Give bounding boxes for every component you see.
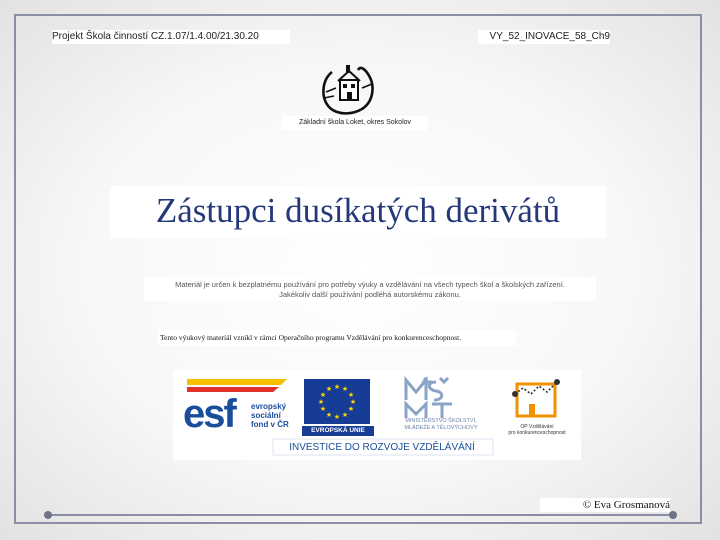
svg-text:★: ★ [347, 391, 355, 399]
svg-text:★: ★ [319, 391, 327, 399]
footer-dot-left [44, 511, 52, 519]
eu-label: EVROPSKÁ UNIE [302, 426, 374, 436]
svg-text:★: ★ [333, 413, 341, 421]
svg-text:★: ★ [325, 385, 333, 393]
copyright: © Eva Grosmanová [540, 498, 670, 512]
usage-info-line-2: Jakékoliv další používání podléhá autorskému zákonu. [279, 290, 461, 299]
opvk-text [500, 424, 574, 436]
opvk-text-line-1: OP Vzdělávání [520, 424, 554, 430]
svg-text:★: ★ [347, 405, 355, 413]
svg-text:★: ★ [349, 398, 357, 406]
opvk-note: Tento výukový materiál vznikl v rámci Operačního programu Vzdělávání pro konkurenceschopnost. [160, 333, 462, 342]
project-code-header: Projekt Škola činností CZ.1.07/1.4.00/21.30.20 [52, 30, 290, 44]
footer-line [52, 514, 669, 516]
opvk-text-line-2: pro konkurenceschopnost [508, 430, 566, 436]
msmt-text-line-1: MINISTERSTVO ŠKOLSTVÍ, [405, 418, 477, 424]
usage-info [144, 280, 596, 300]
material-code-header: VY_52_INOVACE_58_Ch9 [478, 30, 610, 44]
school-name: Základní škola Loket, okres Sokolov [282, 116, 428, 130]
svg-text:★: ★ [333, 383, 341, 391]
esf-tagline-line-3: fond v ČR [251, 420, 289, 429]
esf-tagline [251, 402, 303, 429]
esf-tagline-line-2: sociální [251, 411, 281, 420]
svg-text:★: ★ [341, 411, 349, 419]
esf-wordmark: esf [183, 392, 235, 436]
svg-text:★: ★ [341, 385, 349, 393]
msmt-text [392, 418, 490, 432]
school-building-logo [318, 62, 378, 116]
eu-flag-icon [304, 379, 370, 424]
esf-tagline-line-1: evropský [251, 402, 287, 411]
slide-title: Zástupci dusíkatých derivátů [155, 191, 561, 230]
svg-text:★: ★ [319, 405, 327, 413]
svg-text:★: ★ [325, 411, 333, 419]
investice-banner-text: INVESTICE DO ROZVOJE VZDĚLÁVÁNÍ [289, 442, 475, 453]
usage-info-line-1: Materiál je určen k bezplatnému používání pro potřeby výuky a vzdělávání na všech typech škol a školských zařízení. [175, 280, 565, 289]
footer-dot-right [669, 511, 677, 519]
svg-text:★: ★ [317, 398, 325, 406]
msmt-text-line-2: MLÁDEŽE A TĚLOVÝCHOVY [404, 425, 478, 431]
